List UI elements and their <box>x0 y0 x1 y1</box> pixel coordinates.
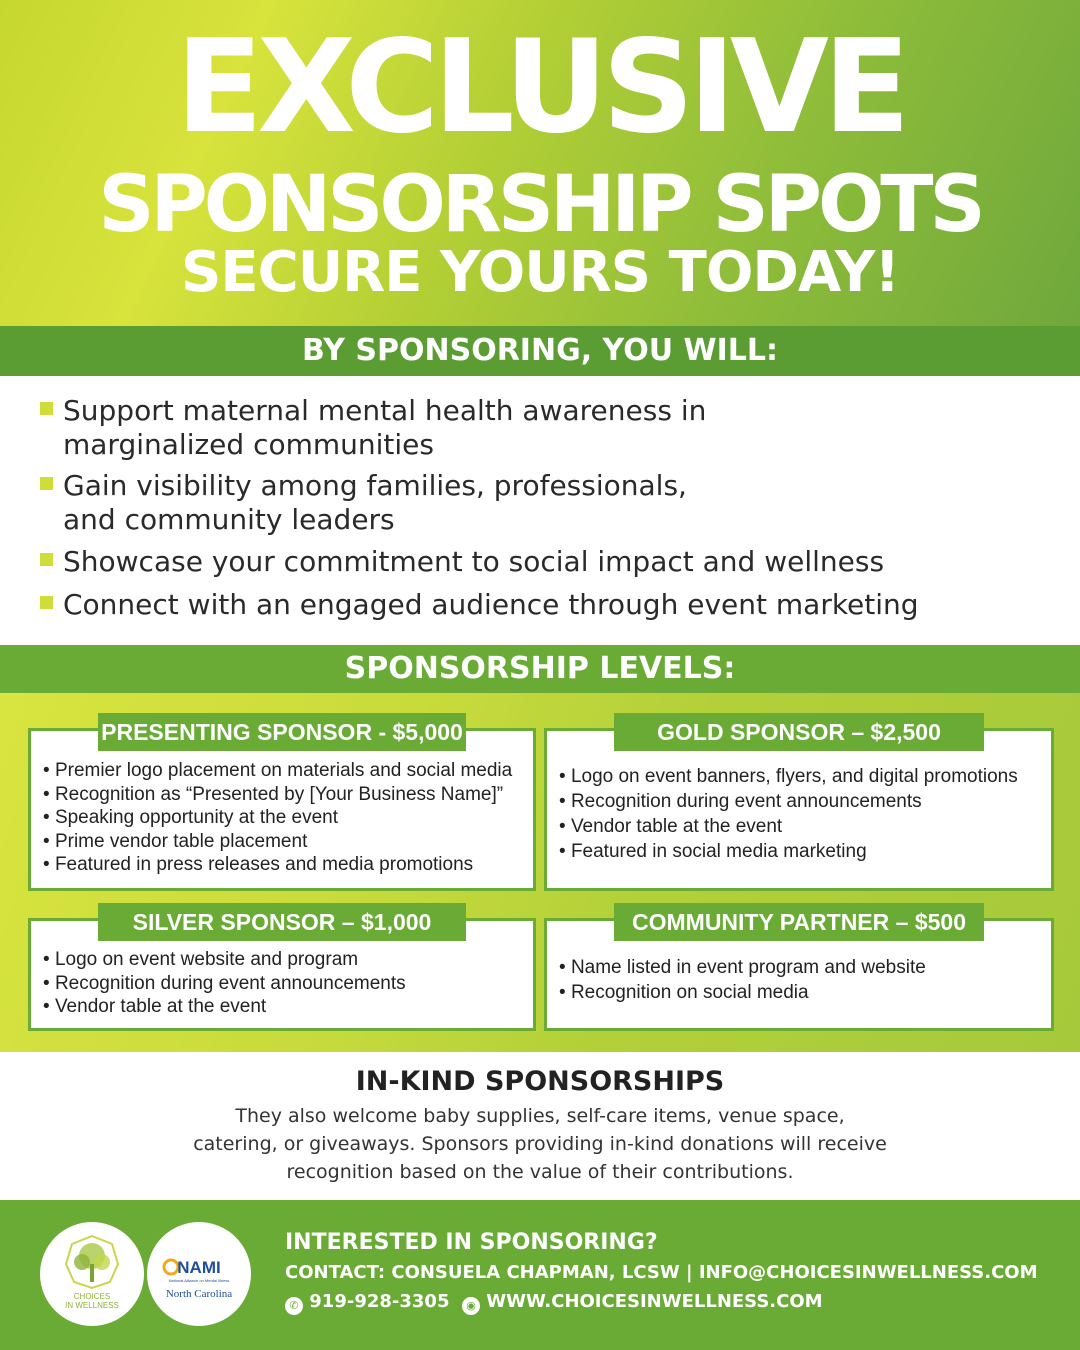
list-item: • Featured in social media marketing <box>559 839 1018 864</box>
nami-region: North Carolina <box>165 1288 233 1300</box>
benefit-item <box>40 588 1040 622</box>
choices-logo-line: CHOICES <box>73 1292 111 1301</box>
bullet-square-icon <box>40 553 53 566</box>
list-item: • Speaking opportunity at the event <box>43 806 512 830</box>
list-item: • Vendor table at the event <box>559 814 1018 839</box>
choices-logo-text <box>40 1292 144 1310</box>
benefits-list <box>0 376 1080 645</box>
list-item: • Recognition during event announcements <box>559 789 1018 814</box>
hero-subtitle: SPONSORSHIP SPOTS <box>98 160 982 250</box>
footer-phone-web-row <box>285 1289 823 1315</box>
gold-benefit-list <box>559 764 1018 864</box>
presenting-benefit-list <box>43 759 512 877</box>
community-partner-label: COMMUNITY PARTNER – $500 <box>614 903 984 941</box>
bullet-square-icon <box>40 596 53 609</box>
list-item: • Logo on event banners, flyers, and digital promotions <box>559 764 1018 789</box>
list-item: • Premier logo placement on materials and social media <box>43 759 512 783</box>
list-item: • Name listed in event program and website <box>559 955 926 980</box>
list-item: • Recognition during event announcements <box>43 972 406 996</box>
community-benefit-list <box>559 955 926 1005</box>
list-item: • Featured in press releases and media promotions <box>43 853 512 877</box>
footer <box>0 1200 1080 1350</box>
silver-benefit-list <box>43 948 406 1019</box>
gold-sponsor-label: GOLD SPONSOR – $2,500 <box>614 713 984 751</box>
benefit-item <box>40 545 1040 579</box>
benefit-line: Showcase your commitment to social impact and wellness <box>63 545 885 578</box>
inkind-line: recognition based on the value of their contributions. <box>286 1161 794 1183</box>
globe-icon: ◉ <box>462 1297 480 1315</box>
benefit-line: Support maternal mental health awareness in <box>63 394 707 427</box>
choices-logo-line: IN WELLNESS <box>65 1301 119 1310</box>
benefit-line: and community leaders <box>63 503 395 536</box>
inkind-title: IN-KIND SPONSORSHIPS <box>355 1066 725 1097</box>
phone-icon: ✆ <box>285 1297 303 1315</box>
hero-banner <box>0 0 1080 326</box>
benefit-line: marginalized communities <box>63 428 434 461</box>
presenting-sponsor-label: PRESENTING SPONSOR - $5,000 <box>98 713 466 751</box>
choices-in-wellness-logo <box>40 1222 144 1326</box>
nami-north-carolina-logo <box>147 1222 251 1326</box>
inkind-section <box>0 1052 1080 1200</box>
list-item: • Recognition as “Presented by [Your Business Name]” <box>43 783 512 807</box>
benefit-item <box>40 394 1040 462</box>
silver-sponsor-label: SILVER SPONSOR – $1,000 <box>98 903 466 941</box>
inkind-line: catering, or giveaways. Sponsors providing in-kind donations will receive <box>193 1133 887 1155</box>
nami-subtitle: National Alliance on Mental Illness <box>168 1278 230 1283</box>
inkind-line: They also welcome baby supplies, self-care items, venue space, <box>235 1105 845 1127</box>
levels-section <box>0 693 1080 1052</box>
list-item: • Vendor table at the event <box>43 995 406 1019</box>
inkind-body <box>90 1102 990 1186</box>
benefit-line: Gain visibility among families, professionals, <box>63 469 687 502</box>
presenting-sponsor-card <box>28 728 536 891</box>
gold-sponsor-card <box>544 728 1054 891</box>
footer-contact: CONTACT: CONSUELA CHAPMAN, LCSW | INFO@CHOICESINWELLNESS.COM <box>285 1262 1038 1283</box>
bullet-square-icon <box>40 477 53 490</box>
benefits-heading: BY SPONSORING, YOU WILL: <box>0 326 1080 376</box>
hero-cta: SECURE YOURS TODAY! <box>181 240 899 305</box>
benefit-line: Connect with an engaged audience through event marketing <box>63 588 919 621</box>
benefit-item <box>40 469 1040 537</box>
list-item: • Prime vendor table placement <box>43 830 512 854</box>
nami-wordmark: NAMI <box>177 1258 221 1277</box>
list-item: • Recognition on social media <box>559 980 926 1005</box>
levels-heading: SPONSORSHIP LEVELS: <box>0 645 1080 693</box>
footer-phone[interactable]: 919-928-3305 <box>309 1291 450 1312</box>
hero-title: EXCLUSIVE <box>175 13 905 162</box>
footer-heading: INTERESTED IN SPONSORING? <box>285 1230 658 1255</box>
footer-website[interactable]: WWW.CHOICESINWELLNESS.COM <box>486 1291 823 1312</box>
tree-icon <box>40 1222 144 1326</box>
list-item: • Logo on event website and program <box>43 948 406 972</box>
bullet-square-icon <box>40 402 53 415</box>
